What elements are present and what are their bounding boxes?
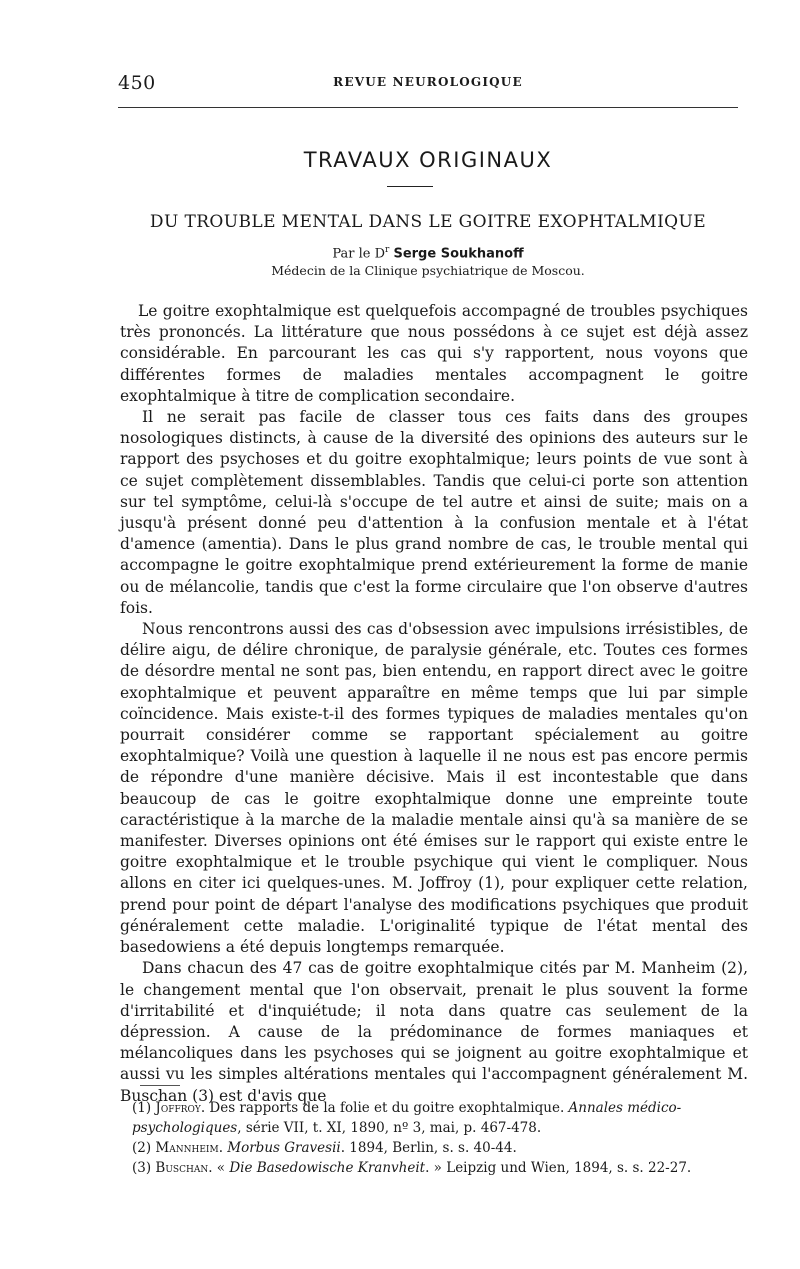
footnote-3 <box>132 1158 752 1178</box>
paragraph-3: Nous rencontrons aussi des cas d'obsession avec impulsions irrésistibles, de délire aigu, de délire chronique, de paralysie générale, etc. Toutes ces formes de désordre mental ne sont pas, bien entendu, en rapport direct avec le goitre exophtalmique et peuvent apparaître en même temps que lui par simple coïncidence. Mais existe-t-il des formes typiques de maladies mentales qu'on pourrait considérer comme se rapportant spécialement au goitre exophtalmique? Voilà une question à laquelle il ne nous est pas encore permis de répondre d'une manière décisive. Mais il est incontestable que dans beaucoup de cas le goitre exophtalmique donne une empreinte toute caractéristique à la marche de la maladie mentale ainsi qu'à sa manière de se manifester. Diverses opinions ont été émises sur le rapport qui existe entre le goitre exophtalmique et le trouble psychique qui vient le compliquer. Nous allons en citer ici quelques-unes. M. Joffroy (1), pour expliquer cette relation, prend pour point de départ l'analyse des modifications psychiques que produit généralement cette maladie. L'originalité typique de l'état mental des basedowiens a été depuis longtemps remarquée. <box>120 620 748 957</box>
heading-divider <box>387 186 433 187</box>
article-title: DU TROUBLE MENTAL DANS LE GOITRE EXOPHTALMIQUE <box>149 212 707 232</box>
journal-title: REVUE NEUROLOGIQUE <box>333 75 523 89</box>
footnote-author: Mannheim <box>155 1140 219 1156</box>
author-name: Serge Soukhanoff <box>393 246 524 262</box>
byline <box>0 245 800 261</box>
footnote-text: . « <box>208 1160 230 1176</box>
page-number: 450 <box>118 72 156 94</box>
footnotes <box>132 1098 752 1178</box>
footnote-1 <box>132 1098 752 1138</box>
footnote-rest: , série VII, t. XI, 1890, nº 3, mai, p. 467-478. <box>237 1120 542 1136</box>
footnote-number: (2) <box>132 1140 152 1156</box>
footnote-number: (3) <box>132 1160 152 1176</box>
footnote-author: Buschan <box>155 1160 209 1176</box>
footnote-journal: Die Basedowische Kranvheit <box>229 1160 426 1176</box>
footnote-rest: . 1894, Berlin, s. s. 40-44. <box>340 1140 517 1156</box>
section-heading: TRAVAUX ORIGINAUX <box>303 148 553 172</box>
author-affiliation: Médecin de la Clinique psychiatrique de Moscou. <box>271 263 585 278</box>
byline-superscript: r <box>385 245 390 255</box>
article-body <box>120 301 748 1107</box>
header-rule <box>118 107 738 108</box>
paragraph-2: Il ne serait pas facile de classer tous ces faits dans des groupes nosologiques distincts, à cause de la diversité des opinions des auteurs sur le rapport des psychoses et du goitre exophtalmique; leurs points de vue sont à ce sujet complètement dissemblables. Tandis que celui-ci porte son attention sur tel symptôme, celui-là s'occupe de tel autre et ainsi de suite; mais on a jusqu'à présent donné peu d'attention à la confusion mentale et à l'état d'amence (amentia). Dans le plus grand nombre de cas, le trouble mental qui accompagne le goitre exophtalmique prend extérieurement la forme de manie ou de mélancolie, tandis que c'est la forme circulaire que l'on observe d'autres fois. <box>120 408 748 617</box>
footnote-journal: Annales médico-psychologiques <box>132 1100 682 1136</box>
paragraph-4: Dans chacun des 47 cas de goitre exophtalmique cités par M. Manheim (2), le changement mental que l'on observait, prenait le plus souvent la forme d'irritabilité et d'inquiétude; il nota dans quatre cas seulement de la dépression. A cause de la prédominance de formes maniaques et mélancoliques dans les psychoses qui se joignent au goitre exophtalmique et aussi vu les simples altérations mentales qui l'accompagnent généralement M. Buschan (3) est d'avis que <box>120 959 748 1105</box>
footnote-text: . Des rapports de la folie et du goitre exophtalmique. <box>200 1100 569 1116</box>
footnote-text: . <box>218 1140 228 1156</box>
footnote-author: Joffroy <box>155 1100 201 1116</box>
footnote-rest: . » Leipzig und Wien, 1894, s. s. 22-27. <box>425 1160 692 1176</box>
running-header <box>118 72 738 94</box>
byline-prefix: Par le D <box>332 246 386 262</box>
paragraph-1: Le goitre exophtalmique est quelquefois accompagné de troubles psychiques très prononcés. La littérature que nous possédons à ce sujet est déjà assez considérable. En parcourant les cas qui s'y rapportent, nous voyons que différentes formes de maladies mentales accompagnent le goitre exophtalmique à titre de complication secondaire. <box>120 302 748 405</box>
footnote-2 <box>132 1138 752 1158</box>
footnote-divider <box>140 1085 180 1086</box>
footnote-number: (1) <box>132 1100 152 1116</box>
footnote-journal: Morbus Gravesii <box>227 1140 341 1156</box>
